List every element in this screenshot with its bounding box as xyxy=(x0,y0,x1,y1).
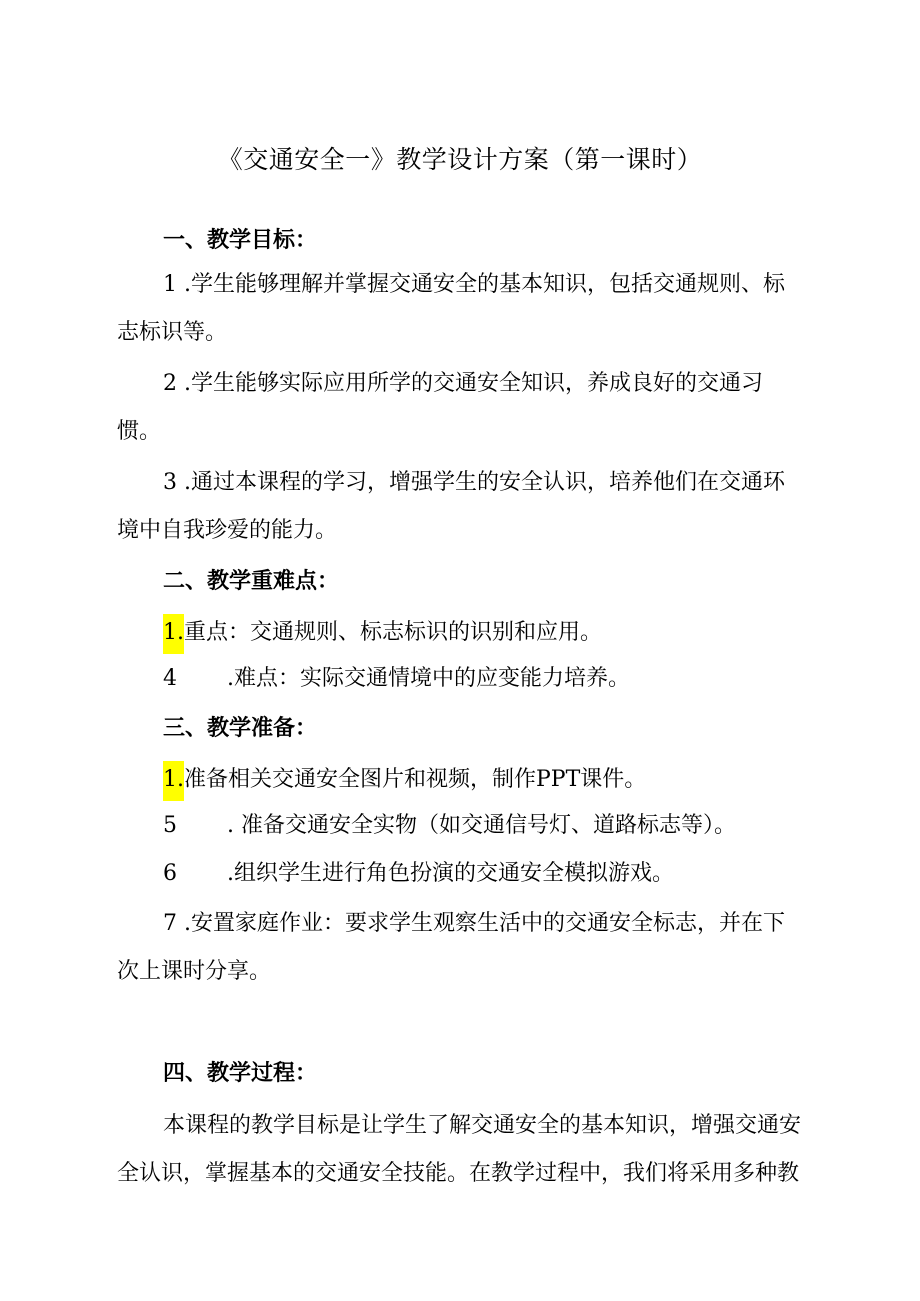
highlighted-number: 1. xyxy=(163,761,184,801)
section1-heading: 一、教学目标： xyxy=(163,227,318,253)
section3-heading: 三、教学准备： xyxy=(163,715,318,741)
highlighted-number: 1. xyxy=(163,614,184,654)
section1-item1-line2: 志标识等。 xyxy=(117,320,228,345)
section3-item2-text: . 准备交通安全实物（如交通信号灯、道路标志等）。 xyxy=(227,813,736,838)
section3-item1-text: 准备相关交通安全图片和视频，制作PPT课件。 xyxy=(184,767,647,792)
section4-para-line1: 本课程的教学目标是让学生了解交通安全的基本知识，增强交通安 xyxy=(163,1113,802,1138)
section3-item4-line1: 7 .安置家庭作业：要求学生观察生活中的交通安全标志，并在下 xyxy=(163,911,785,936)
section3-item2 xyxy=(163,811,736,841)
section2-heading: 二、教学重难点： xyxy=(163,568,340,594)
section4-para-line2: 全认识，掌握基本的交通安全技能。在教学过程中，我们将采用多种教 xyxy=(117,1161,800,1186)
section4-heading: 四、教学过程： xyxy=(163,1060,318,1086)
item-number: 6 xyxy=(163,861,177,886)
section3-item3 xyxy=(163,859,674,889)
section2-item2 xyxy=(163,664,630,694)
document-title: 《交通安全一》教学设计方案（第一课时） xyxy=(217,145,703,174)
item-number: 5 xyxy=(163,813,177,838)
item-number: 4 xyxy=(163,666,177,691)
section3-item4-line2: 次上课时分享。 xyxy=(117,959,272,984)
section2-item1 xyxy=(163,614,602,654)
section3-item1 xyxy=(163,761,646,801)
section1-item1-line1: 1 .学生能够理解并掌握交通安全的基本知识，包括交通规则、标 xyxy=(163,272,785,297)
section1-item2-line1: 2 .学生能够实际应用所学的交通安全知识，养成良好的交通习 xyxy=(163,371,763,396)
section1-item3-line2: 境中自我珍爱的能力。 xyxy=(117,518,338,543)
section2-item1-text: 重点：交通规则、标志标识的识别和应用。 xyxy=(184,620,603,645)
section1-item2-line2: 惯。 xyxy=(117,419,162,444)
section1-item3-line1: 3 .通过本课程的学习，增强学生的安全认识，培养他们在交通环 xyxy=(163,470,785,495)
section3-item3-text: .组织学生进行角色扮演的交通安全模拟游戏。 xyxy=(227,861,674,886)
section2-item2-text: .难点：实际交通情境中的应变能力培养。 xyxy=(227,666,630,691)
